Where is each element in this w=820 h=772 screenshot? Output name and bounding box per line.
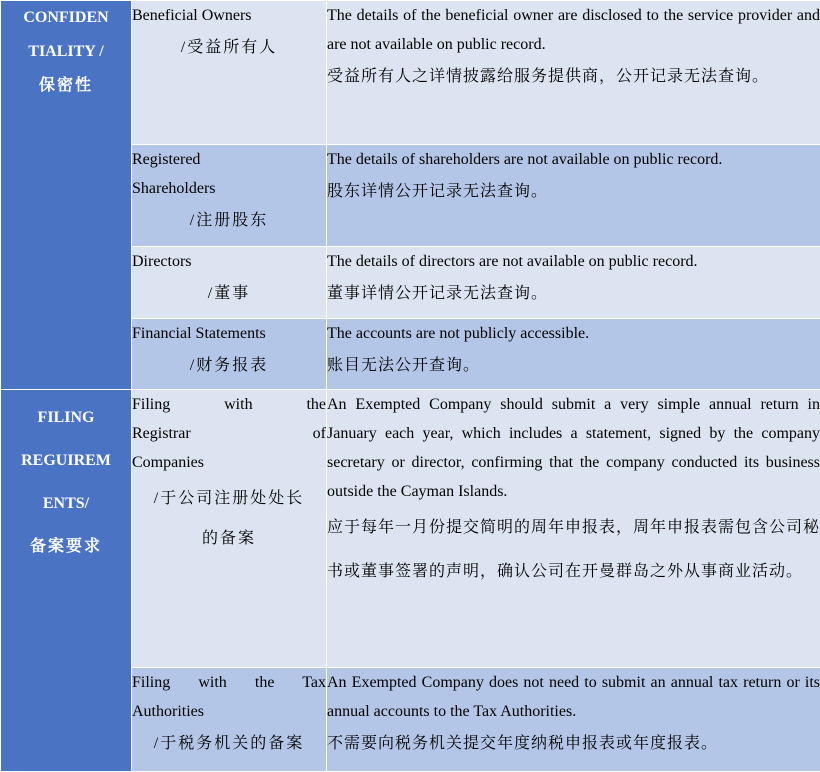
row-label-en: Beneficial Owners: [132, 1, 326, 30]
row-label-cell: [132, 246, 327, 318]
row-description-en: An Exempted Company should submit a very simple annual return in January each year, which includes a statement, signed by the company secretary or director, confirming that the company conducted its business outside the Cayman Islands.: [327, 390, 820, 506]
row-label-cn-line: /于公司注册处处长: [132, 481, 326, 517]
category-title-cn: 保密性: [1, 69, 131, 103]
row-description-cell: [327, 390, 820, 668]
row-label-cell: [132, 1, 327, 145]
row-description-cn: 应于每年一月份提交简明的周年申报表，周年申报表需包含公司秘书或董事签署的声明，确认公司在开曼群岛之外从事商业活动。: [327, 506, 820, 594]
row-description-cell: [327, 1, 820, 145]
row-label-cn-line: 的备案: [132, 521, 326, 557]
row-label-en-line: Authorities: [132, 697, 326, 726]
row-label-en-line: Filing with the: [132, 390, 326, 419]
row-description-cn: 股东详情公开记录无法查询。: [327, 174, 820, 210]
row-description-cell: [327, 145, 820, 246]
category-title-line: CONFIDEN: [1, 1, 131, 35]
row-label-cell: [132, 318, 327, 389]
category-title-line: ENTS/: [1, 482, 131, 525]
category-title-cn: 备案要求: [1, 525, 131, 568]
row-label-en-line: Filing with the Tax: [132, 668, 326, 697]
category-cell-confidentiality: [1, 1, 132, 390]
row-label-cell: [132, 390, 327, 668]
row-description-cell: [327, 246, 820, 318]
row-label-en: Financial Statements: [132, 319, 326, 348]
row-description-en: The details of directors are not available on public record.: [327, 247, 820, 276]
row-label-cell: [132, 668, 327, 772]
category-title-line: FILING: [1, 396, 131, 439]
category-title-line: TIALITY /: [1, 35, 131, 69]
row-label-cn: /财务报表: [132, 348, 326, 384]
category-cell-filing-requirements: [1, 390, 132, 772]
row-description-en: An Exempted Company does not need to submit an annual tax return or its annual accounts to the Tax Authorities.: [327, 668, 820, 726]
category-title-line: REGUIREM: [1, 439, 131, 482]
row-description-en: The accounts are not publicly accessible.: [327, 319, 820, 348]
row-label-cn: /注册股东: [132, 203, 326, 239]
row-label-en: Registered Shareholders: [132, 145, 252, 203]
row-description-cn: 不需要向税务机关提交年度纳税申报表或年度报表。: [327, 726, 820, 762]
row-description-cell: [327, 668, 820, 772]
table-row: [1, 1, 820, 145]
table-row: [1, 390, 820, 668]
row-description-cn: 董事详情公开记录无法查询。: [327, 276, 820, 312]
row-label-en: Directors: [132, 247, 326, 276]
row-label-cn: /董事: [132, 276, 326, 312]
row-description-en: The details of shareholders are not available on public record.: [327, 145, 820, 174]
row-label-cell: [132, 145, 327, 246]
row-description-en: The details of the beneficial owner are disclosed to the service provider and are not available on public record.: [327, 1, 820, 59]
row-label-en-line: Companies: [132, 448, 326, 477]
row-label-cn: /于税务机关的备案: [132, 726, 326, 762]
row-description-cn: 账目无法公开查询。: [327, 348, 820, 384]
row-description-cn: 受益所有人之详情披露给服务提供商，公开记录无法查询。: [327, 59, 820, 95]
row-label-cn: /受益所有人: [132, 30, 326, 66]
row-label-en-line: Registrar of: [132, 419, 326, 448]
row-description-cell: [327, 318, 820, 389]
